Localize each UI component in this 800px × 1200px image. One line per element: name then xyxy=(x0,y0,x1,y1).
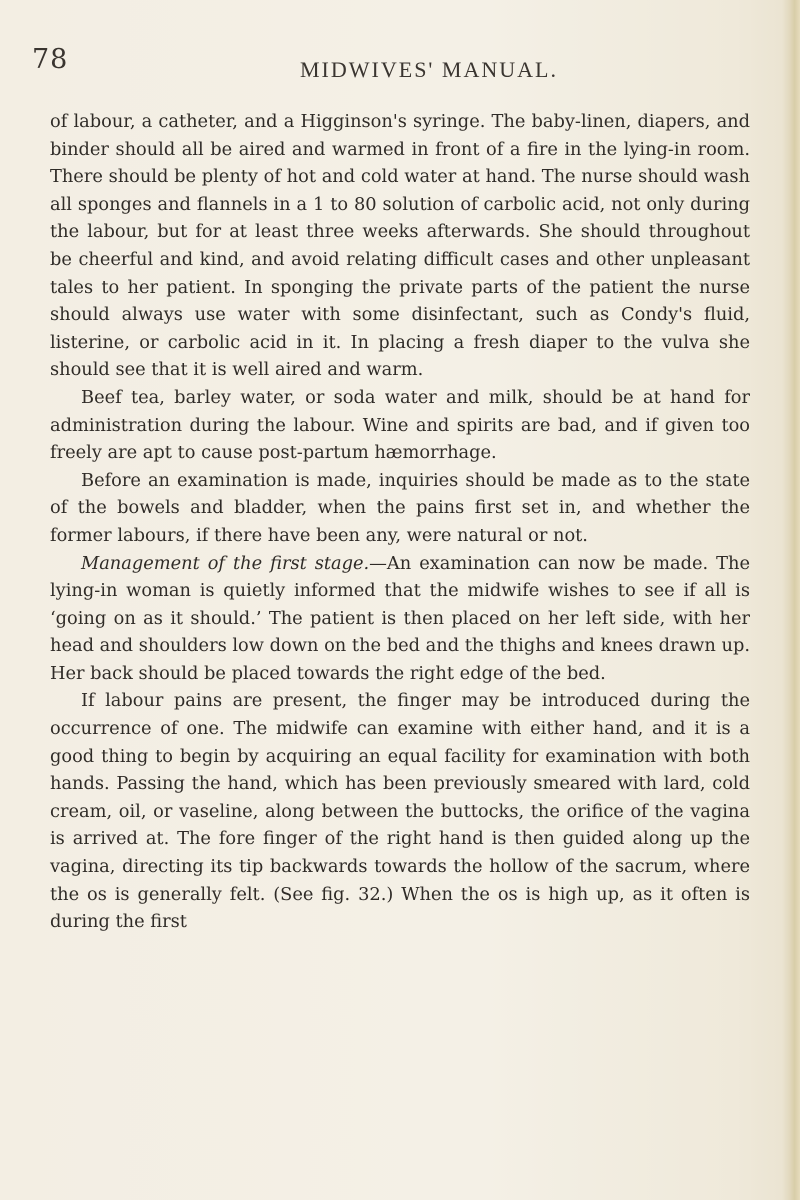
page-edge-shadow xyxy=(782,0,800,1200)
paragraph-4-text: —An examination can now be made. The lying-in woman is quietly informed that the midwife wishes to see if all is ‘going on as it should.’ The patient is then placed on her left side, with her head and shoulders low down on the bed and the thighs and knees drawn up. Her back should be placed towards the right edge of the bed. xyxy=(50,552,750,684)
section-heading: Management of the first stage. xyxy=(81,552,370,574)
paragraph-2: Beef tea, barley water, or soda water and milk, should be at hand for administration during the labour. Wine and spirits are bad, and if given too freely are apt to cause post-partum hæmorrhage. xyxy=(50,386,750,464)
page-number: 78 xyxy=(32,44,69,75)
body-text xyxy=(50,108,750,936)
paragraph-5: If labour pains are present, the finger may be introduced during the occurrence of one. The midwife can examine with either hand, and it is a good thing to begin by acquiring an equal facility for examination with both hands. Passing the hand, which has been previously smeared with lard, cold cream, oil, or vaseline, along between the buttocks, the orifice of the vagina is arrived at. The fore finger of the right hand is then guided along up the vagina, directing its tip backwards towards the hollow of the sacrum, where the os is generally felt. (See fig. 32.) When the os is high up, as it often is during the first xyxy=(50,690,750,933)
paragraph-1: of labour, a catheter, and a Higginson's syringe. The baby-linen, diapers, and binder should all be aired and warmed in front of a fire in the lying-in room. There should be plenty of hot and cold water at hand. The nurse should wash all sponges and flannels in a 1 to 80 solution of carbolic acid, not only during the labour, but for at least three weeks afterwards. She should throughout be cheerful and kind, and avoid relating difficult cases and other unpleasant tales to her patient. In sponging the private parts of the patient the nurse should always use water with some disinfectant, such as Condy's fluid, listerine, or carbolic acid in it. In placing a fresh diaper to the vulva she should see that it is well aired and warm. xyxy=(50,111,750,381)
running-head: MIDWIVES' MANUAL. xyxy=(300,57,558,82)
paragraph-3: Before an examination is made, inquiries should be made as to the state of the bowels and bladder, when the pains first set in, and whether the former labours, if there have been any, were natural or not. xyxy=(50,469,750,546)
paragraph-4 xyxy=(50,550,750,688)
